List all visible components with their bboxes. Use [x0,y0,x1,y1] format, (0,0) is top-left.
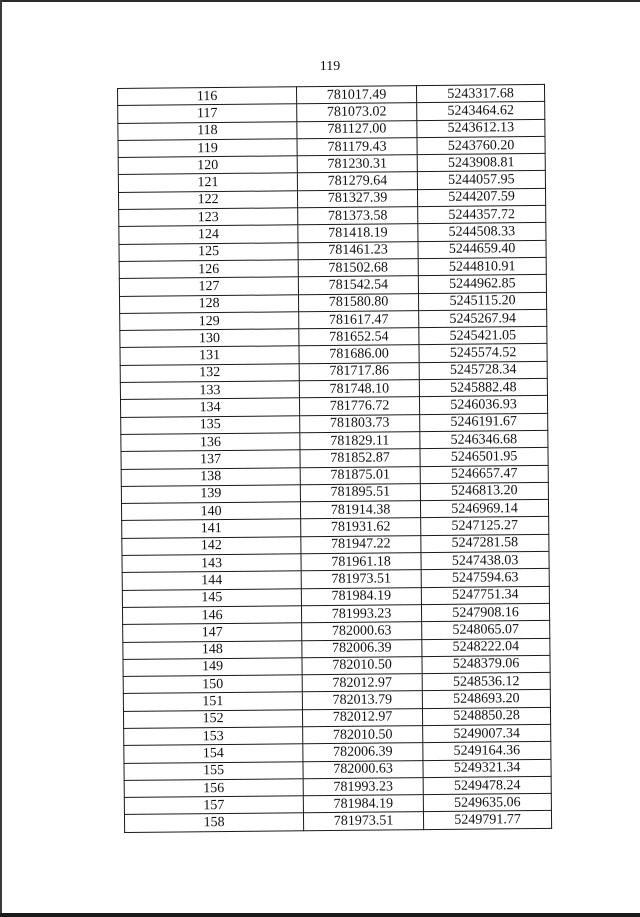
point-number-cell: 152 [123,709,302,728]
x-coordinate-cell: 782012.97 [302,674,422,692]
point-number-cell: 157 [124,796,303,815]
point-number-cell: 126 [119,260,298,279]
y-coordinate-cell: 5246191.67 [420,413,548,432]
y-coordinate-cell: 5248536.12 [422,672,550,691]
y-coordinate-cell: 5244057.95 [417,171,545,190]
point-number-cell: 149 [123,658,302,677]
point-number-cell: 128 [119,294,298,313]
point-number-cell: 145 [122,588,301,607]
point-number-cell: 119 [118,139,297,158]
x-coordinate-cell: 781993.23 [301,605,421,623]
y-coordinate-cell: 5249791.77 [423,811,551,830]
x-coordinate-cell: 781984.19 [301,587,421,605]
y-coordinate-cell: 5244508.33 [418,223,546,242]
y-coordinate-cell: 5248379.06 [422,655,550,674]
table-row [124,811,551,832]
point-number-cell: 137 [121,450,300,469]
point-number-cell: 141 [122,519,301,538]
y-coordinate-cell: 5246813.20 [420,482,548,501]
y-coordinate-cell: 5245115.20 [418,292,546,311]
x-coordinate-cell: 781327.39 [297,189,417,207]
point-number-cell: 116 [118,87,297,106]
y-coordinate-cell: 5246501.95 [420,448,548,467]
x-coordinate-cell: 782012.97 [302,708,422,726]
x-coordinate-cell: 782010.50 [303,726,423,744]
point-number-cell: 158 [124,813,303,832]
y-coordinate-cell: 5249007.34 [423,724,551,743]
y-coordinate-cell: 5249164.36 [423,742,551,761]
point-number-cell: 120 [118,156,297,175]
x-coordinate-cell: 781502.68 [298,259,418,277]
x-coordinate-cell: 781073.02 [297,103,417,121]
point-number-cell: 150 [123,675,302,694]
x-coordinate-cell: 781984.19 [303,795,423,813]
point-number-cell: 118 [118,121,297,140]
y-coordinate-cell: 5248065.07 [422,621,550,640]
point-number-cell: 139 [121,485,300,504]
point-number-cell: 122 [119,191,298,210]
x-coordinate-cell: 781993.23 [303,777,423,795]
point-number-cell: 144 [122,571,301,590]
x-coordinate-cell: 781829.11 [300,432,420,450]
x-coordinate-cell: 781852.87 [300,449,420,467]
scan-edge-bottom [0,913,640,917]
y-coordinate-cell: 5249478.24 [423,776,551,795]
y-coordinate-cell: 5246036.93 [419,396,547,415]
point-number-cell: 131 [120,346,299,365]
x-coordinate-cell: 781776.72 [299,397,419,415]
x-coordinate-cell: 781127.00 [297,120,417,138]
point-number-cell: 154 [124,744,303,763]
y-coordinate-cell: 5249635.06 [423,794,551,813]
x-coordinate-cell: 782000.63 [302,622,422,640]
x-coordinate-cell: 781803.73 [300,414,420,432]
x-coordinate-cell: 781230.31 [297,155,417,173]
y-coordinate-cell: 5248693.20 [422,690,550,709]
point-number-cell: 129 [120,312,299,331]
point-number-cell: 121 [118,173,297,192]
x-coordinate-cell: 781931.62 [301,518,421,536]
point-number-cell: 125 [119,242,298,261]
x-coordinate-cell: 781017.49 [296,86,416,104]
y-coordinate-cell: 5247908.16 [421,603,549,622]
point-number-cell: 155 [124,761,303,780]
point-number-cell: 140 [121,502,300,521]
point-number-cell: 133 [120,381,299,400]
x-coordinate-cell: 781895.51 [300,483,420,501]
x-coordinate-cell: 781961.18 [301,553,421,571]
point-number-cell: 127 [119,277,298,296]
y-coordinate-cell: 5246657.47 [420,465,548,484]
y-coordinate-cell: 5248850.28 [422,707,550,726]
point-number-cell: 135 [121,415,300,434]
y-coordinate-cell: 5243760.20 [417,136,545,155]
point-number-cell: 146 [122,606,301,625]
point-number-cell: 143 [122,554,301,573]
y-coordinate-cell: 5245267.94 [419,309,547,328]
y-coordinate-cell: 5245574.52 [419,344,547,363]
point-number-cell: 123 [119,208,298,227]
y-coordinate-cell: 5245882.48 [419,378,547,397]
y-coordinate-cell: 5244659.40 [418,240,546,259]
x-coordinate-cell: 781875.01 [300,466,420,484]
x-coordinate-cell: 781914.38 [300,501,420,519]
y-coordinate-cell: 5247594.63 [421,569,549,588]
y-coordinate-cell: 5244357.72 [418,205,546,224]
point-number-cell: 124 [119,225,298,244]
x-coordinate-cell: 781373.58 [298,207,418,225]
y-coordinate-cell: 5243464.62 [417,102,545,121]
y-coordinate-cell: 5245421.05 [419,327,547,346]
x-coordinate-cell: 781748.10 [299,380,419,398]
x-coordinate-cell: 782010.50 [302,656,422,674]
y-coordinate-cell: 5247751.34 [421,586,549,605]
point-number-cell: 136 [121,433,300,452]
x-coordinate-cell: 781617.47 [299,310,419,328]
page-number: 119 [319,59,341,74]
y-coordinate-cell: 5246969.14 [420,500,548,519]
coordinates-table-body [118,84,552,832]
scan-edge-left [0,0,2,917]
y-coordinate-cell: 5244962.85 [418,275,546,294]
point-number-cell: 130 [120,329,299,348]
point-number-cell: 142 [122,536,301,555]
coordinates-table [117,84,552,833]
x-coordinate-cell: 781717.86 [299,362,419,380]
x-coordinate-cell: 782006.39 [302,639,422,657]
y-coordinate-cell: 5248222.04 [422,638,550,657]
point-number-cell: 156 [124,779,303,798]
point-number-cell: 153 [124,727,303,746]
point-number-cell: 148 [123,640,302,659]
x-coordinate-cell: 781652.54 [299,328,419,346]
y-coordinate-cell: 5243612.13 [417,119,545,138]
x-coordinate-cell: 781542.54 [298,276,418,294]
y-coordinate-cell: 5243317.68 [416,84,544,103]
scan-edge-top [0,0,640,2]
y-coordinate-cell: 5243908.81 [417,154,545,173]
x-coordinate-cell: 781279.64 [297,172,417,190]
x-coordinate-cell: 781179.43 [297,138,417,156]
point-number-cell: 132 [120,364,299,383]
y-coordinate-cell: 5247281.58 [421,534,549,553]
y-coordinate-cell: 5247438.03 [421,551,549,570]
x-coordinate-cell: 781461.23 [298,241,418,259]
point-number-cell: 138 [121,467,300,486]
x-coordinate-cell: 781973.51 [303,812,423,830]
point-number-cell: 151 [123,692,302,711]
x-coordinate-cell: 782000.63 [303,760,423,778]
y-coordinate-cell: 5244810.91 [418,257,546,276]
point-number-cell: 147 [123,623,302,642]
y-coordinate-cell: 5246346.68 [420,430,548,449]
x-coordinate-cell: 781418.19 [298,224,418,242]
x-coordinate-cell: 781947.22 [301,535,421,553]
point-number-cell: 117 [118,104,297,123]
x-coordinate-cell: 781686.00 [299,345,419,363]
y-coordinate-cell: 5249321.34 [423,759,551,778]
y-coordinate-cell: 5245728.34 [419,361,547,380]
point-number-cell: 134 [120,398,299,417]
x-coordinate-cell: 782013.79 [302,691,422,709]
x-coordinate-cell: 781580.80 [298,293,418,311]
y-coordinate-cell: 5244207.59 [417,188,545,207]
x-coordinate-cell: 781973.51 [301,570,421,588]
y-coordinate-cell: 5247125.27 [421,517,549,536]
x-coordinate-cell: 782006.39 [303,743,423,761]
